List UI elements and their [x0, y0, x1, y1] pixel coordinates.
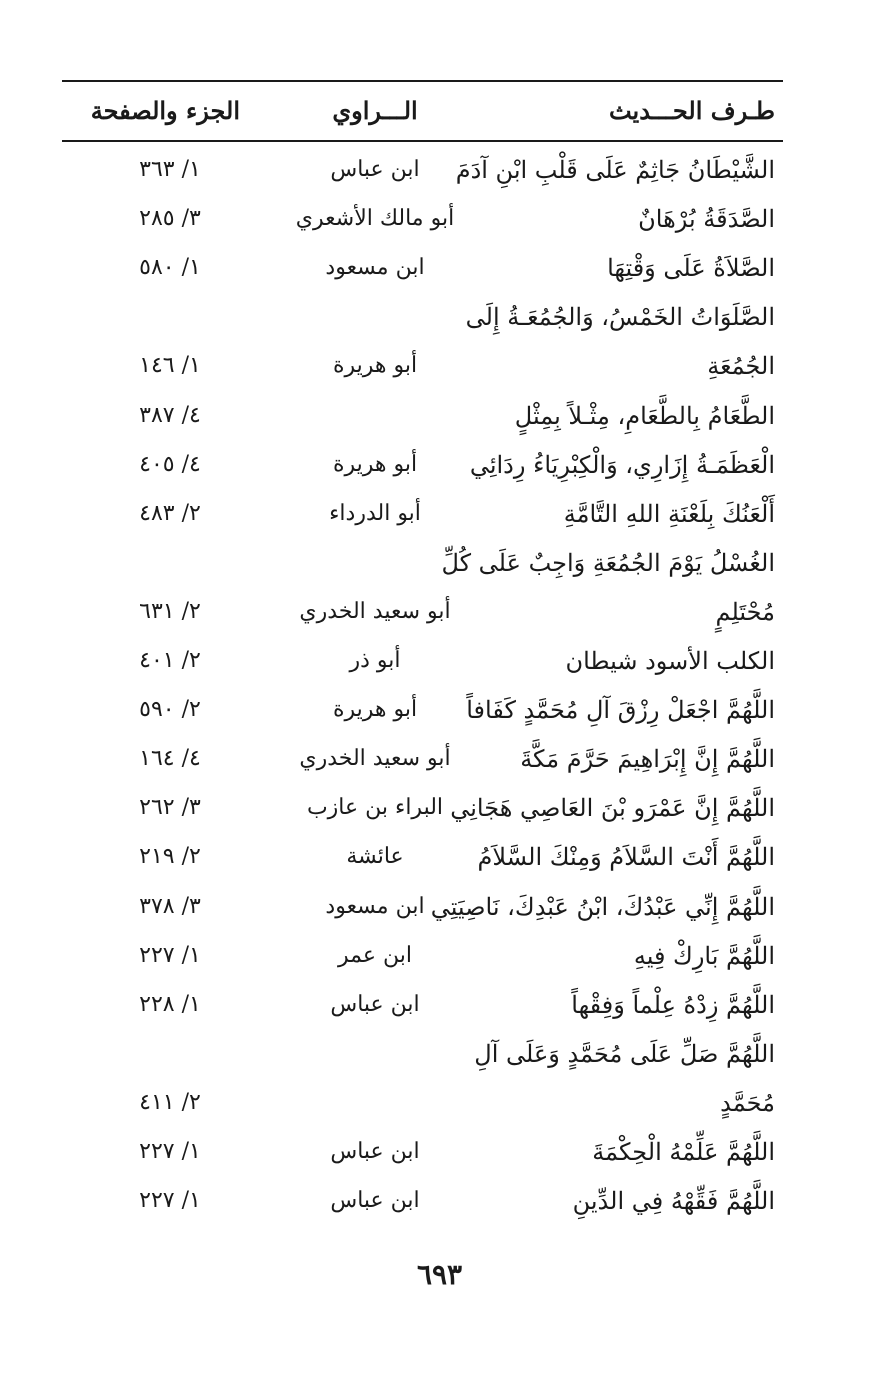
volume-page-ref: ١/ ٢٢٧	[139, 942, 201, 968]
header-narrator: الـــراوي	[332, 96, 418, 125]
table-row	[0, 342, 879, 390]
page-number: ٦٩٣	[416, 1258, 463, 1291]
table-row	[0, 1030, 879, 1078]
hadith-text: الصَّدَقَةُ بُرْهَانٌ	[638, 205, 775, 234]
narrator: عائشة	[346, 844, 404, 870]
hadith-text: الكلب الأسود شيطان	[565, 647, 775, 675]
table-row	[0, 441, 879, 489]
volume-page-ref: ١/ ٣٦٣	[139, 157, 201, 182]
narrator: أبو هريرة	[332, 451, 418, 477]
table-row	[0, 686, 879, 734]
hadith-text: اللَّهُمَّ زِدْهُ عِلْماً وَفِقْهاً	[571, 990, 775, 1019]
narrator: أبو هريرة	[332, 353, 418, 379]
volume-page-ref: ٤/ ٣٨٧	[139, 402, 201, 428]
hadith-text: مُحْتَلِمٍ	[715, 597, 775, 626]
narrator: ابن مسعود	[325, 255, 425, 281]
hadith-text: اللَّهُمَّ اجْعَلْ رِزْقَ آلِ مُحَمَّدٍ كَفَافاً	[466, 696, 775, 725]
hadith-text: أَلْعَنُكَ بِلَعْنَةِ اللهِ التَّامَّةِ	[563, 499, 775, 528]
narrator: ابن عباس	[330, 991, 420, 1017]
table-row	[0, 1177, 879, 1225]
table-row	[0, 883, 879, 931]
volume-page-ref: ١/ ٢٢٧	[139, 1139, 201, 1164]
header-rule	[62, 140, 783, 142]
hadith-text: الصَّلَوَاتُ الخَمْسُ، وَالجُمُعَـةُ إِلَى	[465, 303, 775, 332]
hadith-text: اللَّهُمَّ إِنَّ إِبْرَاهِيمَ حَرَّمَ مَكَّةَ	[520, 745, 775, 774]
table-row	[0, 195, 879, 243]
table-row	[0, 1128, 879, 1176]
table-row	[0, 490, 879, 538]
top-rule	[62, 80, 783, 82]
table-row	[0, 833, 879, 881]
hadith-text: الجُمُعَةِ	[707, 352, 775, 381]
narrator: ابن عباس	[330, 1188, 420, 1214]
table-row	[0, 637, 879, 685]
hadith-text: الصَّلاَةُ عَلَى وَقْتِهَا	[607, 254, 775, 283]
table-row	[0, 588, 879, 636]
volume-page-ref: ١/ ١٤٦	[139, 353, 201, 379]
volume-page-ref: ١/ ٢٢٧	[139, 1188, 201, 1214]
table-row	[0, 293, 879, 341]
volume-page-ref: ٤/ ١٦٤	[139, 746, 201, 772]
header-hadith: طـرف الحـــديث	[608, 96, 775, 125]
table-row	[0, 146, 879, 194]
hadith-text: اللَّهُمَّ بَارِكْ فِيهِ	[633, 941, 775, 970]
hadith-text: اللَّهُمَّ أَنْتَ السَّلاَمُ وَمِنْكَ السَّلاَمُ	[477, 843, 775, 872]
narrator: ابن مسعود	[325, 893, 425, 919]
hadith-text: اللَّهُمَّ إِنِّي عَبْدُكَ، ابْنُ عَبْدِكَ، نَاصِيَتِي	[430, 892, 775, 921]
table-row	[0, 244, 879, 292]
table-row	[0, 932, 879, 980]
narrator: البراء بن عازب	[306, 795, 444, 821]
hadith-text: الشَّيْطَانُ جَاثِمٌ عَلَى قَلْبِ ابْنِ آدَمَ	[455, 156, 775, 184]
narrator: أبو سعيد الخدري	[299, 598, 451, 624]
narrator: ابن عباس	[330, 1139, 420, 1164]
narrator: أبو مالك الأشعري	[295, 206, 455, 232]
hadith-text: اللَّهُمَّ إِنَّ عَمْرَو بْنَ العَاصِي هَجَانِي	[450, 794, 775, 823]
header-volume-page: الجزء والصفحة	[90, 96, 240, 125]
volume-page-ref: ٣/ ٢٨٥	[139, 206, 201, 232]
narrator: أبو هريرة	[332, 697, 418, 723]
volume-page-ref: ٢/ ٤٨٣	[139, 500, 201, 526]
table-row	[0, 392, 879, 440]
narrator: أبو سعيد الخدري	[299, 746, 451, 772]
hadith-text: اللَّهُمَّ فَقِّهْهُ فِي الدِّينِ	[572, 1187, 775, 1216]
volume-page-ref: ٢/ ٤٠١	[139, 648, 201, 673]
volume-page-ref: ٣/ ٢٦٢	[139, 795, 201, 821]
table-row	[0, 981, 879, 1029]
volume-page-ref: ٤/ ٤٠٥	[139, 451, 201, 477]
narrator: ابن عمر	[338, 942, 412, 968]
volume-page-ref: ٢/ ٥٩٠	[139, 697, 201, 723]
volume-page-ref: ٣/ ٣٧٨	[139, 893, 201, 919]
narrator: أبو الدرداء	[329, 500, 421, 526]
volume-page-ref: ١/ ٥٨٠	[139, 255, 201, 281]
hadith-text: اللَّهُمَّ صَلِّ عَلَى مُحَمَّدٍ وَعَلَى آلِ	[474, 1039, 775, 1068]
hadith-text: الْعَظَمَـةُ إِزَارِي، وَالْكِبْرِيَاءُ رِدَائِي	[469, 450, 775, 479]
volume-page-ref: ٢/ ٢١٩	[139, 844, 201, 870]
hadith-text: الطَّعَامُ بِالطَّعَامِ، مِثْـلاً بِمِثْلٍ	[514, 401, 775, 430]
hadith-text: اللَّهُمَّ عَلِّمْهُ الْحِكْمَةَ	[592, 1138, 775, 1166]
table-row	[0, 784, 879, 832]
narrator: أبو ذر	[349, 648, 401, 673]
volume-page-ref: ١/ ٢٢٨	[139, 991, 201, 1017]
table-row	[0, 1079, 879, 1127]
narrator: ابن عباس	[330, 157, 420, 182]
table-row	[0, 735, 879, 783]
hadith-text: الغُسْلُ يَوْمَ الجُمُعَةِ وَاجِبٌ عَلَى كُلِّ	[441, 548, 775, 577]
hadith-text: مُحَمَّدٍ	[720, 1088, 775, 1117]
table-row	[0, 539, 879, 587]
volume-page-ref: ٢/ ٦٣١	[139, 598, 201, 624]
volume-page-ref: ٢/ ٤١١	[139, 1089, 201, 1115]
